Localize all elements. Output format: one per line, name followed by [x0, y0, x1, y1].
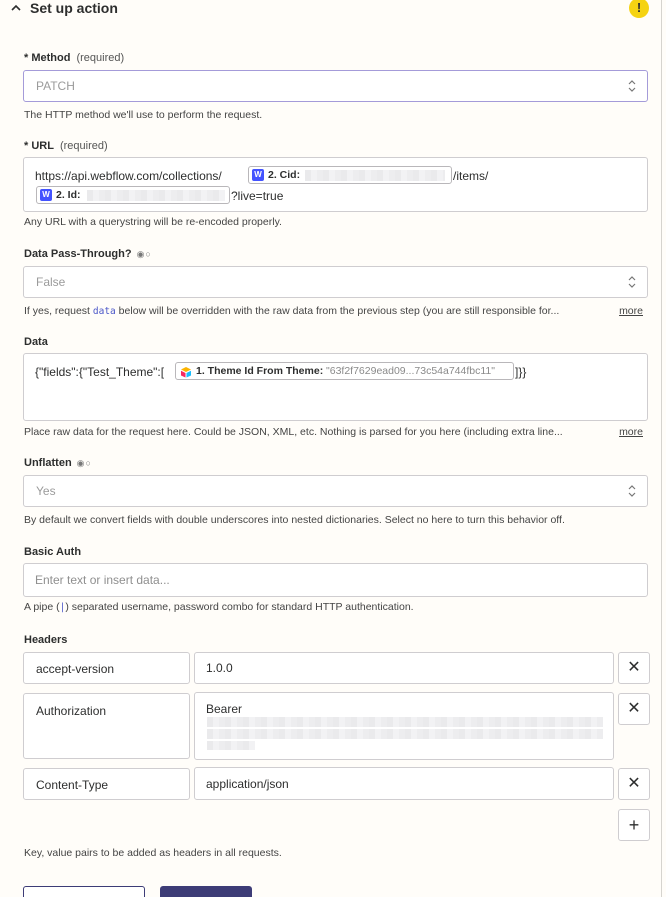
header-value: Bearer	[206, 702, 243, 716]
remove-header-button[interactable]: ✕	[618, 652, 650, 684]
passthrough-value: False	[36, 275, 66, 289]
basic-auth-help-a: A pipe (	[24, 601, 60, 613]
data-pill-label: 1. Theme Id From Theme:	[196, 365, 324, 377]
passthrough-help	[24, 305, 559, 317]
updown-icon	[627, 484, 637, 498]
url-input[interactable]	[23, 157, 648, 212]
header-key: Authorization	[36, 704, 107, 718]
method-help: The HTTP method we'll use to perform the request.	[24, 109, 263, 121]
method-required: (required)	[76, 52, 125, 64]
data-pill-value: "63f2f7629ead09...73c54a744fbc11"	[326, 365, 495, 377]
airtable-icon	[180, 366, 192, 378]
radio-toggle-icon[interactable]: ◉○	[136, 249, 152, 259]
remove-header-button[interactable]: ✕	[618, 768, 650, 800]
basic-auth-help-b: ) separated username, password combo for standard HTTP authentication.	[65, 601, 414, 613]
basic-auth-help	[24, 601, 414, 613]
passthrough-help-b: below will be overridden with the raw data from the previous step (you are still responsible for...	[115, 305, 560, 317]
remove-header-button[interactable]: ✕	[618, 693, 650, 725]
url-help: Any URL with a querystring will be re-encoded properly.	[24, 216, 282, 228]
data-more-link[interactable]: more	[619, 426, 643, 438]
unflatten-label-text: Unflatten	[24, 457, 72, 469]
header-value-input[interactable]	[194, 767, 614, 800]
header-key: Content-Type	[36, 778, 109, 792]
basic-auth-input[interactable]	[23, 563, 648, 597]
add-header-button[interactable]: +	[618, 809, 650, 841]
url-id-pill[interactable]	[36, 186, 230, 204]
url-prefix: https://api.webflow.com/collections/	[35, 169, 222, 183]
method-label-text: * Method	[24, 52, 71, 64]
unflatten-value: Yes	[36, 484, 56, 498]
data-theme-pill[interactable]	[175, 362, 514, 380]
redacted-value	[87, 190, 225, 201]
header-value-input[interactable]	[194, 692, 614, 760]
warning-icon: !	[629, 0, 649, 18]
header-value-input[interactable]	[194, 652, 614, 684]
header-key-input[interactable]	[23, 768, 190, 800]
radio-toggle-icon[interactable]: ◉○	[76, 458, 92, 468]
basic-auth-placeholder: Enter text or insert data...	[35, 573, 170, 587]
unflatten-select[interactable]	[23, 475, 648, 507]
redacted-value	[207, 717, 603, 727]
header-value: application/json	[206, 777, 289, 791]
header-key-input[interactable]	[23, 693, 190, 759]
redacted-value	[207, 729, 603, 739]
header-value: 1.0.0	[206, 661, 233, 675]
url-label-text: * URL	[24, 140, 54, 152]
data-help: Place raw data for the request here. Could be JSON, XML, etc. Nothing is parsed for you here (including extra line...	[24, 426, 563, 438]
chevron-up-icon	[10, 2, 22, 14]
unflatten-label	[24, 457, 92, 469]
url-suffix: ?live=true	[231, 189, 284, 203]
method-label	[24, 52, 124, 64]
url-cid-pill-label: 2. Cid:	[268, 169, 301, 181]
redacted-value	[207, 741, 255, 750]
url-id-pill-label: 2. Id:	[56, 189, 81, 201]
passthrough-label	[24, 248, 152, 260]
redacted-value	[305, 170, 445, 181]
passthrough-help-code: data	[92, 306, 116, 317]
data-prefix: {"fields":{"Test_Theme":[	[35, 365, 165, 379]
method-value: PATCH	[36, 79, 75, 93]
unflatten-help: By default we convert fields with double underscores into nested dictionaries. Select no here to turn this behavior off.	[24, 514, 565, 526]
section-header[interactable]	[0, 0, 662, 20]
secondary-button[interactable]	[23, 886, 145, 897]
passthrough-help-a: If yes, request	[24, 305, 93, 317]
basic-auth-label: Basic Auth	[24, 546, 82, 558]
data-input[interactable]	[23, 353, 648, 421]
headers-help: Key, value pairs to be added as headers in all requests.	[24, 847, 282, 859]
passthrough-more-link[interactable]: more	[619, 305, 643, 317]
updown-icon	[627, 275, 637, 289]
basic-auth-help-pipe: |	[59, 602, 66, 613]
data-label: Data	[24, 336, 48, 348]
method-select[interactable]	[23, 70, 648, 102]
passthrough-select[interactable]	[23, 266, 648, 298]
data-suffix: ]}}	[515, 365, 527, 379]
webflow-icon: W	[40, 189, 52, 201]
url-mid: /items/	[453, 169, 489, 183]
passthrough-label-text: Data Pass-Through?	[24, 248, 132, 260]
header-key-input[interactable]	[23, 652, 190, 684]
webflow-icon: W	[252, 169, 264, 181]
primary-button[interactable]	[160, 886, 252, 897]
headers-label: Headers	[24, 634, 68, 646]
updown-icon	[627, 79, 637, 93]
section-title: Set up action	[30, 0, 118, 16]
url-label	[24, 140, 108, 152]
url-cid-pill[interactable]	[248, 166, 452, 184]
header-key: accept-version	[36, 662, 115, 676]
url-required: (required)	[59, 140, 108, 152]
